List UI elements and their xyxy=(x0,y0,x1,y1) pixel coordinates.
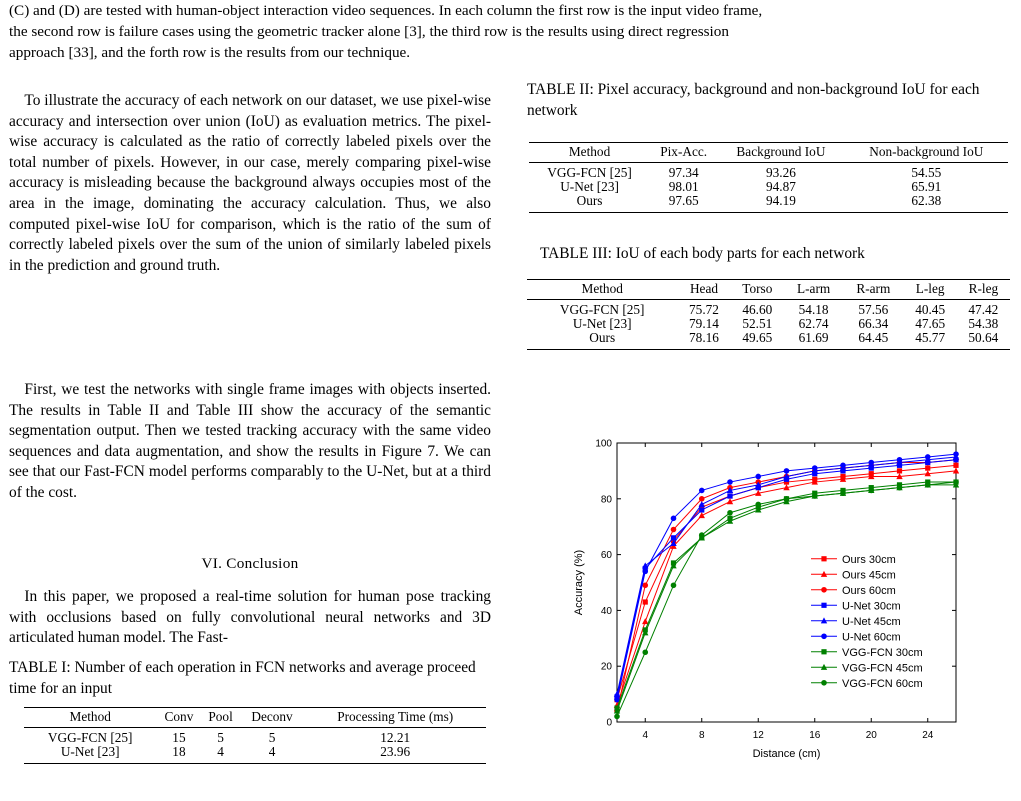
data-point xyxy=(671,535,676,540)
legend-marker xyxy=(821,633,827,639)
table-cell: 50.64 xyxy=(968,330,999,345)
table-cell: 61.69 xyxy=(798,330,829,345)
table-cell: 46.60 xyxy=(742,302,773,317)
x-axis-label: Distance (cm) xyxy=(752,748,821,760)
legend-marker xyxy=(821,587,827,593)
table-cell: 94.19 xyxy=(765,193,796,208)
table-cell: VGG-FCN [25] xyxy=(547,165,632,180)
caption-line-1: (C) and (D) are tested with human-object interaction video sequences. In each column the first row is the input video frame, xyxy=(9,2,763,19)
table-header-cell: Head xyxy=(677,280,730,300)
y-tick-label: 80 xyxy=(600,494,612,506)
table-header-cell: Pool xyxy=(202,708,240,728)
table-header-cell: Non-background IoU xyxy=(845,143,1008,163)
table-cell: 79.14 xyxy=(689,316,719,331)
table-header-cell: R-leg xyxy=(957,280,1010,300)
x-tick-label: 12 xyxy=(752,730,764,741)
legend-label: U-Net 60cm xyxy=(842,631,901,644)
table-header-cell: L-arm xyxy=(784,280,843,300)
data-point xyxy=(925,454,931,460)
data-point xyxy=(671,516,677,522)
table-cell: Ours xyxy=(589,330,616,345)
table-row xyxy=(527,317,1010,331)
table-cell: 78.16 xyxy=(689,330,719,345)
table-header-cell: Torso xyxy=(731,280,785,300)
legend-label: Ours 60cm xyxy=(842,584,896,597)
data-point xyxy=(614,714,620,720)
table-header-row xyxy=(529,143,1008,163)
table-cell: 40.45 xyxy=(915,302,946,317)
table-cell: 18 xyxy=(172,744,186,759)
data-point xyxy=(642,618,648,624)
table-header-row xyxy=(527,280,1010,300)
table-header-cell: L-leg xyxy=(904,280,957,300)
x-tick-label: 16 xyxy=(809,730,821,741)
table-row xyxy=(529,163,1008,181)
data-point xyxy=(727,493,732,498)
table-cell: 12.21 xyxy=(380,730,411,745)
table-cell: 15 xyxy=(172,730,186,745)
table-cell: 54.55 xyxy=(911,165,942,180)
paragraph-results: First, we test the networks with single frame images with objects inserted. The results in Table II and Table III show the accuracy of the semantic segmentation output. Then we tested tracking accuracy with the same video sequences and data augmentation, and show the results in Figure 7. We can see that our Fast-FCN model performs comparably to the U-Net, but at a third of the cost. xyxy=(9,381,491,501)
table-header-cell: Method xyxy=(527,280,677,300)
table-row xyxy=(529,180,1008,194)
table-row xyxy=(24,745,486,764)
table-cell: 52.51 xyxy=(742,316,773,331)
data-point xyxy=(755,502,761,508)
table-cell: 4 xyxy=(217,744,224,759)
caption-line-2: the second row is failure cases using the geometric tracker alone [3], the third row is the results using direct regression xyxy=(9,23,729,40)
table-cell: VGG-FCN [25] xyxy=(559,302,645,317)
accuracy-distance-chart xyxy=(550,430,1020,800)
table-row xyxy=(529,194,1008,213)
table-cell: VGG-FCN [25] xyxy=(47,730,133,745)
section-heading-conclusion: VI. Conclusion xyxy=(201,555,299,572)
data-point xyxy=(897,468,902,473)
data-point xyxy=(953,463,958,468)
data-point xyxy=(671,527,677,533)
data-point xyxy=(868,460,874,466)
data-point xyxy=(784,468,790,474)
y-tick-label: 60 xyxy=(600,550,612,562)
data-point xyxy=(643,599,648,604)
table-operations xyxy=(24,707,486,764)
legend-label: Ours 30cm xyxy=(842,553,896,566)
table3-caption: TABLE III: IoU of each body parts for each network xyxy=(540,245,865,262)
data-point xyxy=(925,482,931,488)
table-cell: 64.45 xyxy=(858,330,889,345)
legend-marker xyxy=(821,680,827,686)
data-point xyxy=(671,582,677,588)
table-cell: 49.65 xyxy=(742,330,773,345)
legend-label: U-Net 45cm xyxy=(842,615,901,628)
table-row xyxy=(527,331,1010,350)
data-point xyxy=(840,490,846,496)
y-tick-label: 100 xyxy=(595,438,612,450)
data-point xyxy=(925,466,930,471)
table-header-row xyxy=(24,708,486,728)
data-point xyxy=(868,488,874,494)
data-point xyxy=(755,474,761,480)
data-point xyxy=(699,507,704,512)
data-point xyxy=(642,649,648,655)
data-point xyxy=(699,496,705,502)
legend-marker xyxy=(821,556,826,561)
table-body-parts-iou xyxy=(527,279,1010,350)
table-cell: Ours xyxy=(576,193,603,208)
table-header-cell: Background IoU xyxy=(717,143,844,163)
x-tick-label: 8 xyxy=(698,730,705,741)
data-point xyxy=(784,496,790,502)
data-point xyxy=(953,468,959,474)
table-header-cell: Deconv xyxy=(240,708,305,728)
table-cell: 93.26 xyxy=(765,165,796,180)
table-cell: 45.77 xyxy=(915,330,946,345)
data-point xyxy=(897,457,903,463)
table-cell: 75.72 xyxy=(689,302,719,317)
legend-label: VGG-FCN 45cm xyxy=(842,662,923,675)
legend-marker xyxy=(821,603,826,608)
table-cell: 94.87 xyxy=(765,179,796,194)
y-tick-label: 0 xyxy=(606,717,612,729)
legend-marker xyxy=(821,649,826,654)
table-header-cell: R-arm xyxy=(843,280,903,300)
y-axis-label: Accuracy (%) xyxy=(573,549,585,616)
data-point xyxy=(727,479,733,485)
data-point xyxy=(812,493,818,499)
table-cell: 54.38 xyxy=(968,316,999,331)
table-header-cell: Method xyxy=(24,708,156,728)
table-cell: 57.56 xyxy=(858,302,889,317)
table-header-cell: Method xyxy=(529,143,650,163)
table-cell: 98.01 xyxy=(668,179,699,194)
table-header-cell: Pix-Acc. xyxy=(650,143,717,163)
data-point xyxy=(642,582,648,588)
paragraph-evaluation-metrics: To illustrate the accuracy of each network on our dataset, we use pixel-wise accuracy and intersection over union (IoU) as evaluation metrics. The pixel-wise accuracy is calculated as the ratio of correctly labeled pixels over the total number of pixels. However, in our case, merely comparing pixel-wise accuracy is misleading because the background always occupies most of the area in the image, dominating the accuracy calculation. Thus, we also computed pixel-wise IoU for comparison, which is the ratio of the sum of correctly labeled pixels over the sum of the union of similarly labeled pixels in the prediction and ground truth. xyxy=(9,92,491,274)
data-point xyxy=(812,465,818,471)
figure-caption-continued xyxy=(9,0,1013,63)
table-cell: 47.65 xyxy=(915,316,946,331)
table-cell: 5 xyxy=(217,730,224,745)
x-tick-label: 24 xyxy=(922,730,934,741)
table1-caption: TABLE I: Number of each operation in FCN networks and average proceed time for an input xyxy=(9,659,476,697)
table-header-cell: Conv xyxy=(156,708,201,728)
table2-caption: TABLE II: Pixel accuracy, background and non-background IoU for each network xyxy=(527,81,980,119)
table-cell: U-Net [23] xyxy=(572,316,632,331)
legend-label: VGG-FCN 60cm xyxy=(842,677,923,690)
table-cell: 65.91 xyxy=(911,179,942,194)
y-tick-label: 20 xyxy=(600,661,612,673)
data-point xyxy=(642,569,648,575)
data-point xyxy=(699,488,705,494)
table-cell: 97.34 xyxy=(668,165,699,180)
data-point xyxy=(897,485,903,491)
data-point xyxy=(699,532,705,538)
legend-label: VGG-FCN 30cm xyxy=(842,646,923,659)
y-tick-label: 40 xyxy=(600,605,612,617)
table-cell: 5 xyxy=(268,730,276,745)
table-pixel-accuracy xyxy=(529,142,1008,213)
legend-label: U-Net 30cm xyxy=(842,600,901,613)
table-cell: 62.38 xyxy=(911,193,942,208)
table-cell: 97.65 xyxy=(668,193,699,208)
table-cell: U-Net [23] xyxy=(560,179,619,194)
table-header-cell: Processing Time (ms) xyxy=(304,708,486,728)
table-row xyxy=(527,300,1010,318)
table-cell: 47.42 xyxy=(968,302,999,317)
paragraph-conclusion: In this paper, we proposed a real-time solution for human pose tracking with occlusions based on fully convolutional neural networks and 3D articulated human model. The Fast- xyxy=(9,588,491,647)
data-point xyxy=(953,479,959,485)
table-cell: 54.18 xyxy=(798,302,829,317)
data-point xyxy=(727,510,733,516)
x-tick-label: 4 xyxy=(642,730,649,741)
table-cell: U-Net [23] xyxy=(60,744,120,759)
table-cell: 62.74 xyxy=(798,316,829,331)
data-point xyxy=(840,463,846,469)
table-row xyxy=(24,728,486,746)
legend-label: Ours 45cm xyxy=(842,569,896,582)
table-cell: 23.96 xyxy=(380,744,411,759)
table-cell: 66.34 xyxy=(858,316,889,331)
x-tick-label: 20 xyxy=(865,730,877,741)
caption-line-3: approach [33], and the forth row is the results from our technique. xyxy=(9,44,411,61)
data-point xyxy=(953,451,959,457)
table-cell: 4 xyxy=(268,744,276,759)
data-point xyxy=(699,512,705,518)
